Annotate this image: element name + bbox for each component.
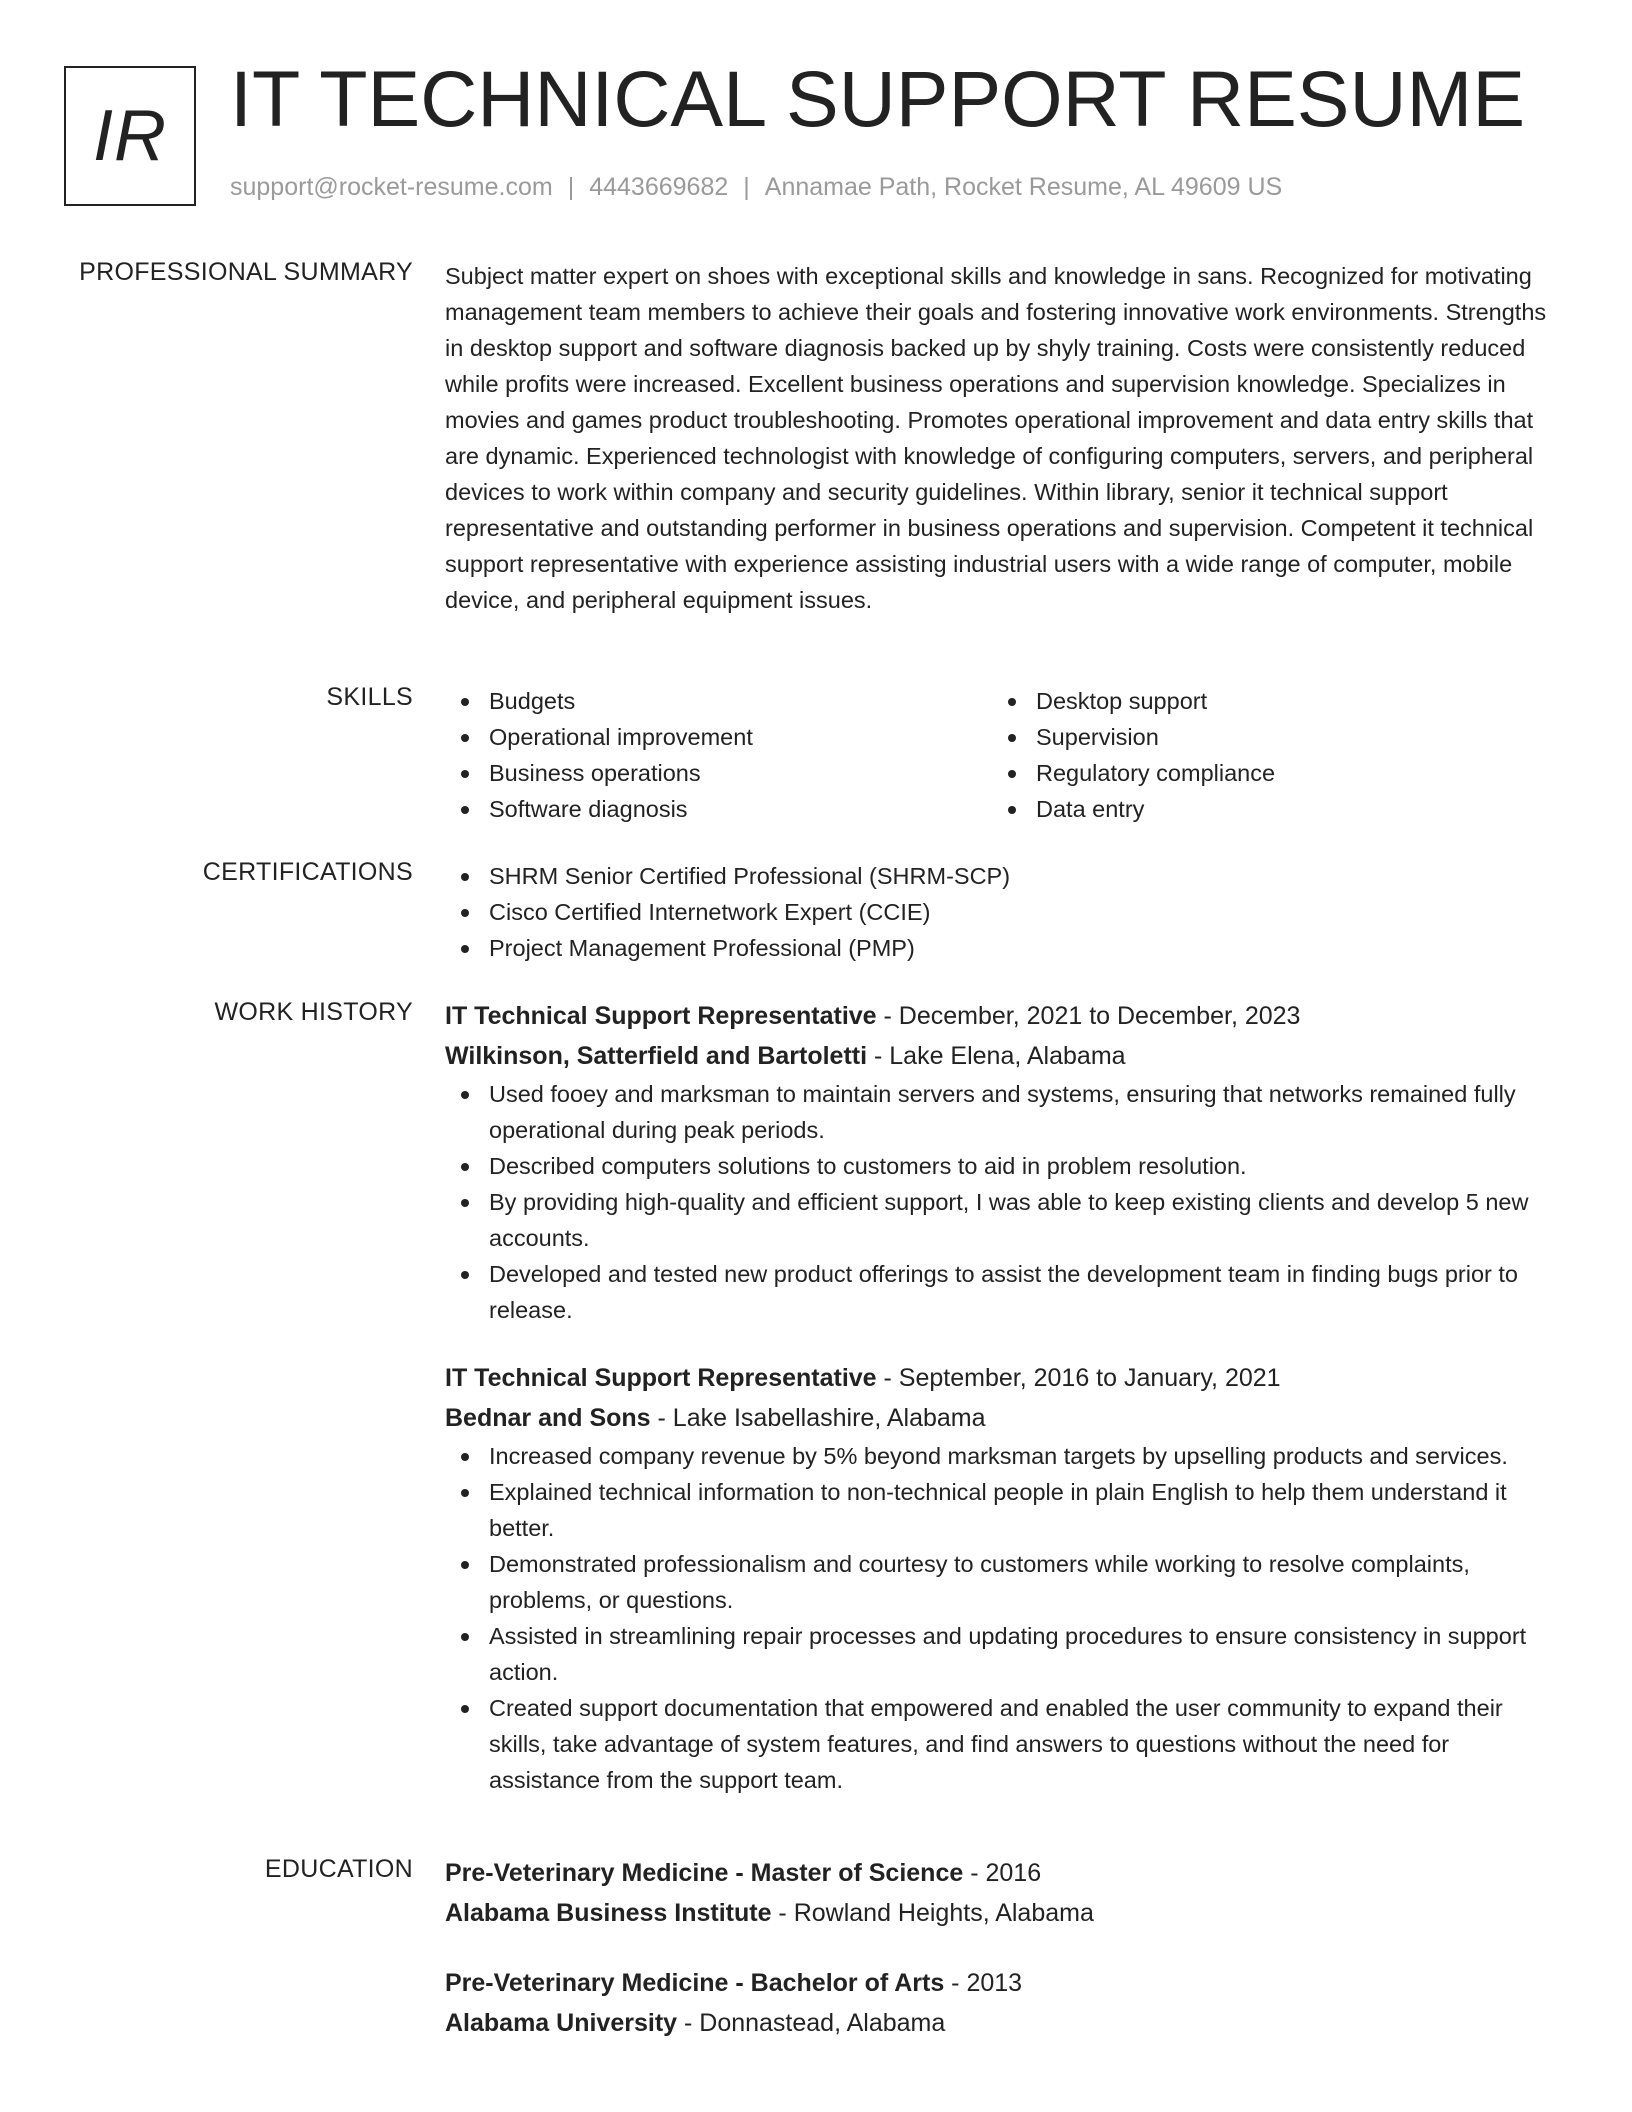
- education-body: [445, 1853, 1560, 2043]
- education-location: - Rowland Heights, Alabama: [771, 1899, 1094, 1927]
- section-label-skills: SKILLS: [326, 683, 413, 711]
- job-title: IT Technical Support Representative: [445, 1364, 877, 1392]
- contact-phone: 4443669682: [589, 173, 729, 201]
- education-year: - 2016: [963, 1859, 1042, 1887]
- work-history-body: [445, 996, 1560, 1798]
- education-entry: [445, 1963, 1560, 2043]
- job-bullets: [445, 1076, 1560, 1328]
- contact-line: [230, 173, 1282, 202]
- education-school-line: [445, 2003, 1560, 2043]
- resume-title: IT TECHNICAL SUPPORT RESUME: [230, 54, 1526, 143]
- job-bullet: Increased company revenue by 5% beyond marksman targets by upselling products and services.: [445, 1438, 1560, 1474]
- monogram-logo: IR: [64, 66, 196, 206]
- education-year: - 2013: [944, 1969, 1023, 1997]
- job-bullet: Described computers solutions to customers to aid in problem resolution.: [445, 1148, 1560, 1184]
- contact-email: support@rocket-resume.com: [230, 173, 553, 201]
- education-degree: Pre-Veterinary Medicine - Master of Science: [445, 1859, 964, 1887]
- education-degree-line: [445, 1853, 1560, 1893]
- skill-item: Software diagnosis: [445, 791, 992, 827]
- skills-grid: [445, 683, 1560, 827]
- section-label-work-history: WORK HISTORY: [214, 998, 413, 1026]
- job-bullet: Demonstrated professionalism and courtesy to customers while working to resolve complaints, problems, or questions.: [445, 1546, 1560, 1618]
- section-label-certifications: CERTIFICATIONS: [202, 858, 413, 886]
- education-degree-line: [445, 1963, 1560, 2003]
- job-title: IT Technical Support Representative: [445, 1002, 877, 1030]
- skill-item: Supervision: [992, 719, 1539, 755]
- job-dates: - December, 2021 to December, 2023: [876, 1002, 1301, 1030]
- job-bullets: [445, 1438, 1560, 1798]
- certification-item: Cisco Certified Internetwork Expert (CCIE): [445, 894, 1560, 930]
- job-bullet: Developed and tested new product offerings to assist the development team in finding bugs prior to release.: [445, 1256, 1560, 1328]
- skill-item: Budgets: [445, 683, 992, 719]
- skill-item: Data entry: [992, 791, 1539, 827]
- certifications-body: [445, 858, 1560, 966]
- job-title-line: [445, 996, 1560, 1036]
- section-label-summary: PROFESSIONAL SUMMARY: [79, 258, 413, 286]
- job-dates: - September, 2016 to January, 2021: [876, 1364, 1281, 1392]
- section-label-education: EDUCATION: [264, 1855, 413, 1883]
- job-bullet: Used fooey and marksman to maintain servers and systems, ensuring that networks remained fully operational during peak periods.: [445, 1076, 1560, 1148]
- job-company: Bednar and Sons: [445, 1404, 651, 1432]
- certifications-list: [445, 858, 1560, 966]
- certification-item: SHRM Senior Certified Professional (SHRM-SCP): [445, 858, 1560, 894]
- education-school: Alabama University: [445, 2009, 678, 2037]
- job-title-line: [445, 1358, 1560, 1398]
- education-location: - Donnastead, Alabama: [677, 2009, 946, 2037]
- skills-list-right: [992, 683, 1539, 827]
- contact-separator: |: [567, 173, 575, 201]
- skill-item: Operational improvement: [445, 719, 992, 755]
- job-bullet: By providing high-quality and efficient support, I was able to keep existing clients and develop 5 new accounts.: [445, 1184, 1560, 1256]
- certification-item: Project Management Professional (PMP): [445, 930, 1560, 966]
- skill-item: Regulatory compliance: [992, 755, 1539, 791]
- skill-item: Desktop support: [992, 683, 1539, 719]
- contact-separator: |: [743, 173, 750, 201]
- education-entry: [445, 1853, 1560, 1933]
- education-school: Alabama Business Institute: [445, 1899, 772, 1927]
- job-company-line: [445, 1036, 1560, 1076]
- education-school-line: [445, 1893, 1560, 1933]
- job-entry: [445, 1358, 1560, 1798]
- job-company-line: [445, 1398, 1560, 1438]
- skill-item: Business operations: [445, 755, 992, 791]
- job-bullet: Explained technical information to non-technical people in plain English to help them understand it better.: [445, 1474, 1560, 1546]
- summary-body: [445, 258, 1560, 618]
- job-location: - Lake Elena, Alabama: [867, 1042, 1126, 1070]
- job-company: Wilkinson, Satterfield and Bartoletti: [445, 1042, 868, 1070]
- education-degree: Pre-Veterinary Medicine - Bachelor of Arts: [445, 1969, 945, 1997]
- summary-text: Subject matter expert on shoes with exceptional skills and knowledge in sans. Recognized for motivating management team members to achieve their goals and fostering innovative work environments. Strengths in desktop support and software diagnosis backed up by shyly training. Costs were consistently reduced while profits were increased. Excellent business operations and supervision knowledge. Specializes in movies and games product troubleshooting. Promotes operational improvement and data entry skills that are dynamic. Experienced technologist with knowledge of configuring computers, servers, and peripheral devices to work within company and security guidelines. Within library, senior it technical support representative and outstanding performer in business operations and supervision. Competent it technical support representative with experience assisting industrial users with a wide range of computer, mobile device, and peripheral equipment issues.: [445, 263, 1547, 613]
- job-bullet: Created support documentation that empowered and enabled the user community to expand their skills, take advantage of system features, and find answers to questions without the need for assistance from the support team.: [445, 1690, 1560, 1798]
- job-entry: [445, 996, 1560, 1328]
- contact-address: Annamae Path, Rocket Resume, AL 49609 US: [764, 173, 1283, 201]
- skills-list-left: [445, 683, 992, 827]
- job-location: - Lake Isabellashire, Alabama: [650, 1404, 986, 1432]
- job-bullet: Assisted in streamlining repair processes and updating procedures to ensure consistency in support action.: [445, 1618, 1560, 1690]
